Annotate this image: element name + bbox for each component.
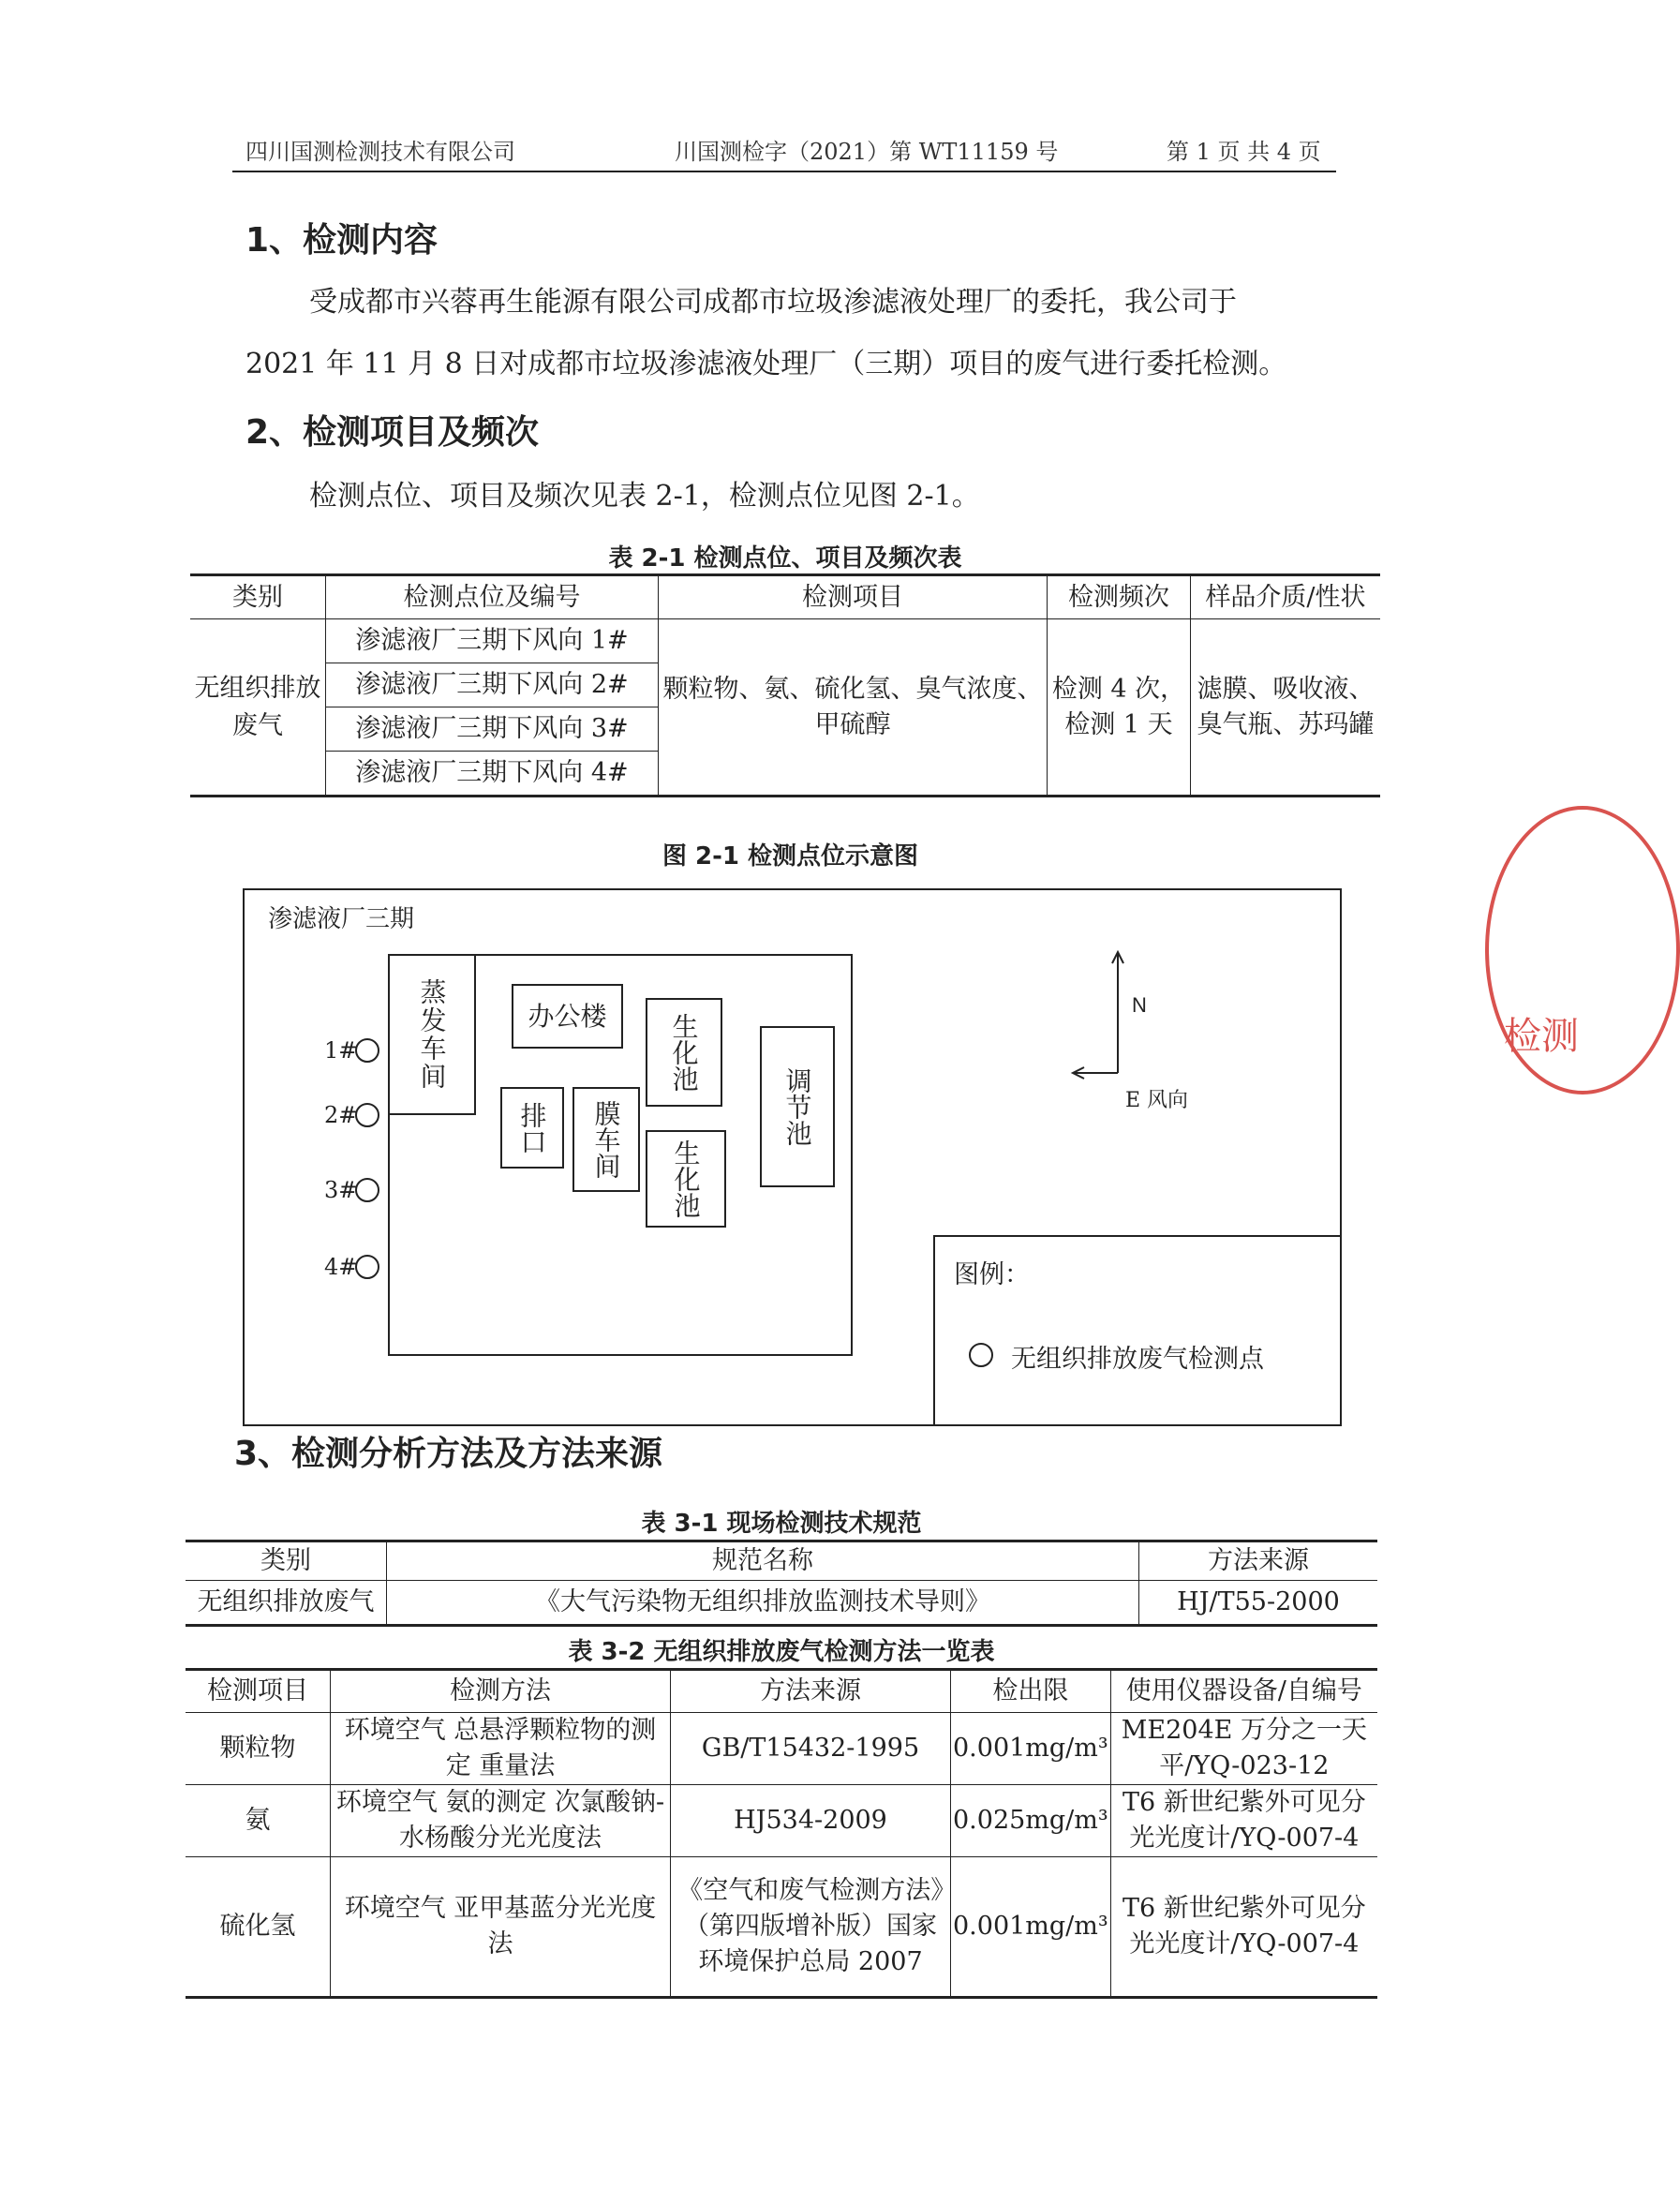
north-label: N — [1132, 993, 1147, 1017]
building-evaporation-label: 蒸发车间 — [416, 978, 448, 1091]
building-bio-1-label: 生化池 — [668, 1013, 700, 1092]
table-header-row — [190, 575, 1380, 619]
building-membrane-label: 膜车间 — [590, 1100, 622, 1179]
th-source: 方法来源 — [1139, 1541, 1378, 1581]
th-spec: 规范名称 — [387, 1541, 1139, 1581]
header-company: 四川国测检测技术有限公司 — [245, 139, 515, 165]
cell-category: 无组织排放废气 — [186, 1581, 387, 1626]
cell-spec: 《大气污染物无组织排放监测技术导则》 — [387, 1581, 1139, 1626]
th-items: 检测项目 — [659, 575, 1048, 619]
cell-source: 《空气和废气检测方法》（第四版增补版）国家环境保护总局 2007 — [671, 1857, 951, 1998]
cell-limit: 0.001mg/m³ — [951, 1713, 1111, 1785]
th-limit: 检出限 — [951, 1670, 1111, 1713]
wind-label: E 风向 — [1125, 1089, 1189, 1112]
th-category: 类别 — [190, 575, 326, 619]
table-row — [186, 1857, 1377, 1998]
cell-category: 无组织排放废气 — [190, 619, 326, 797]
point-label-4: 4# — [324, 1254, 358, 1280]
table-2-1 — [190, 573, 1380, 797]
th-instrument: 使用仪器设备/自编号 — [1110, 1670, 1377, 1713]
section3-title: 3、检测分析方法及方法来源 — [234, 1435, 663, 1473]
cell-item: 硫化氢 — [186, 1857, 331, 1998]
building-office-label: 办公楼 — [528, 1001, 607, 1032]
building-adjust-label: 调节池 — [781, 1067, 813, 1146]
building-outlet-label: 排口 — [516, 1101, 548, 1154]
legend-item: 无组织排放废气检测点 — [1011, 1345, 1264, 1374]
cell-limit: 0.001mg/m³ — [951, 1857, 1111, 1998]
cell-point-1: 渗滤液厂三期下风向 1# — [326, 619, 659, 663]
cell-method: 环境空气 氨的测定 次氯酸钠-水杨酸分光光度法 — [331, 1785, 671, 1857]
cell-frequency: 检测 4 次，检测 1 天 — [1048, 619, 1191, 797]
table-row — [190, 619, 1380, 663]
section1-line2: 2021 年 11 月 8 日对成都市垃圾渗滤液处理厂（三期）项目的废气进行委托检测。 — [245, 348, 1287, 380]
monitor-point-icon — [355, 1178, 379, 1202]
th-category: 类别 — [186, 1541, 387, 1581]
point-label-1: 1# — [324, 1037, 358, 1064]
table-header-row — [186, 1541, 1377, 1581]
stamp-text: 检测 — [1504, 1015, 1579, 1058]
table31-caption: 表 3-1 现场检测技术规范 — [641, 1510, 922, 1538]
building-bio-2-label: 生化池 — [670, 1139, 702, 1218]
building-bio-2 — [646, 1130, 726, 1228]
cell-method: 环境空气 总悬浮颗粒物的测定 重量法 — [331, 1713, 671, 1785]
point-label-2: 2# — [324, 1102, 358, 1128]
table-3-2 — [186, 1668, 1377, 1999]
table-header-row — [186, 1670, 1377, 1713]
table-row — [186, 1713, 1377, 1785]
th-item: 检测项目 — [186, 1670, 331, 1713]
table-row — [186, 1581, 1377, 1626]
cell-source: GB/T15432-1995 — [671, 1713, 951, 1785]
header-page: 第 1 页 共 4 页 — [1167, 139, 1321, 165]
company-stamp — [1485, 806, 1680, 1094]
cell-source: HJ/T55-2000 — [1139, 1581, 1378, 1626]
th-point: 检测点位及编号 — [326, 575, 659, 619]
section2-title: 2、检测项目及频次 — [245, 413, 540, 452]
header-report-no: 川国测检字（2021）第 WT11159 号 — [675, 139, 1059, 165]
th-medium: 样品介质/性状 — [1191, 575, 1381, 619]
monitor-point-icon — [355, 1103, 379, 1127]
area-label: 渗滤液厂三期 — [268, 905, 415, 933]
th-method: 检测方法 — [331, 1670, 671, 1713]
cell-instrument: T6 新世纪紫外可见分光光度计/YQ-007-4 — [1110, 1857, 1377, 1998]
building-bio-1 — [646, 998, 722, 1107]
point-label-3: 3# — [324, 1177, 358, 1203]
cell-point-3: 渗滤液厂三期下风向 3# — [326, 707, 659, 752]
legend-title: 图例： — [954, 1260, 1030, 1289]
cell-source: HJ534-2009 — [671, 1785, 951, 1857]
table-row — [186, 1785, 1377, 1857]
cell-item: 氨 — [186, 1785, 331, 1857]
section1-title: 1、检测内容 — [245, 221, 439, 260]
cell-medium: 滤膜、吸收液、臭气瓶、苏玛罐 — [1191, 619, 1381, 797]
building-office — [512, 984, 623, 1049]
monitor-point-icon — [355, 1255, 379, 1279]
header-rule — [232, 171, 1336, 172]
table21-caption: 表 2-1 检测点位、项目及频次表 — [608, 544, 962, 573]
cell-instrument: T6 新世纪紫外可见分光光度计/YQ-007-4 — [1110, 1785, 1377, 1857]
cell-limit: 0.025mg/m³ — [951, 1785, 1111, 1857]
figure-caption: 图 2-1 检测点位示意图 — [662, 842, 919, 871]
cell-method: 环境空气 亚甲基蓝分光光度法 — [331, 1857, 671, 1998]
cell-item: 颗粒物 — [186, 1713, 331, 1785]
table-3-1 — [186, 1540, 1377, 1627]
section1-line1: 受成都市兴蓉再生能源有限公司成都市垃圾渗滤液处理厂的委托，我公司于 — [309, 286, 1237, 319]
cell-instrument: ME204E 万分之一天平/YQ-023-12 — [1110, 1713, 1377, 1785]
building-outlet — [500, 1087, 564, 1169]
building-evaporation — [388, 954, 476, 1115]
cell-point-2: 渗滤液厂三期下风向 2# — [326, 663, 659, 707]
building-adjust — [760, 1026, 835, 1187]
cell-items: 颗粒物、氨、硫化氢、臭气浓度、甲硫醇 — [659, 619, 1048, 797]
monitor-point-icon — [355, 1038, 379, 1063]
section2-intro: 检测点位、项目及频次见表 2-1，检测点位见图 2-1。 — [309, 480, 980, 513]
table32-caption: 表 3-2 无组织排放废气检测方法一览表 — [568, 1638, 995, 1666]
site-map — [243, 888, 1342, 1426]
th-source: 方法来源 — [671, 1670, 951, 1713]
building-membrane — [572, 1087, 640, 1192]
th-frequency: 检测频次 — [1048, 575, 1191, 619]
legend-point-icon — [969, 1343, 993, 1367]
cell-point-4: 渗滤液厂三期下风向 4# — [326, 752, 659, 797]
